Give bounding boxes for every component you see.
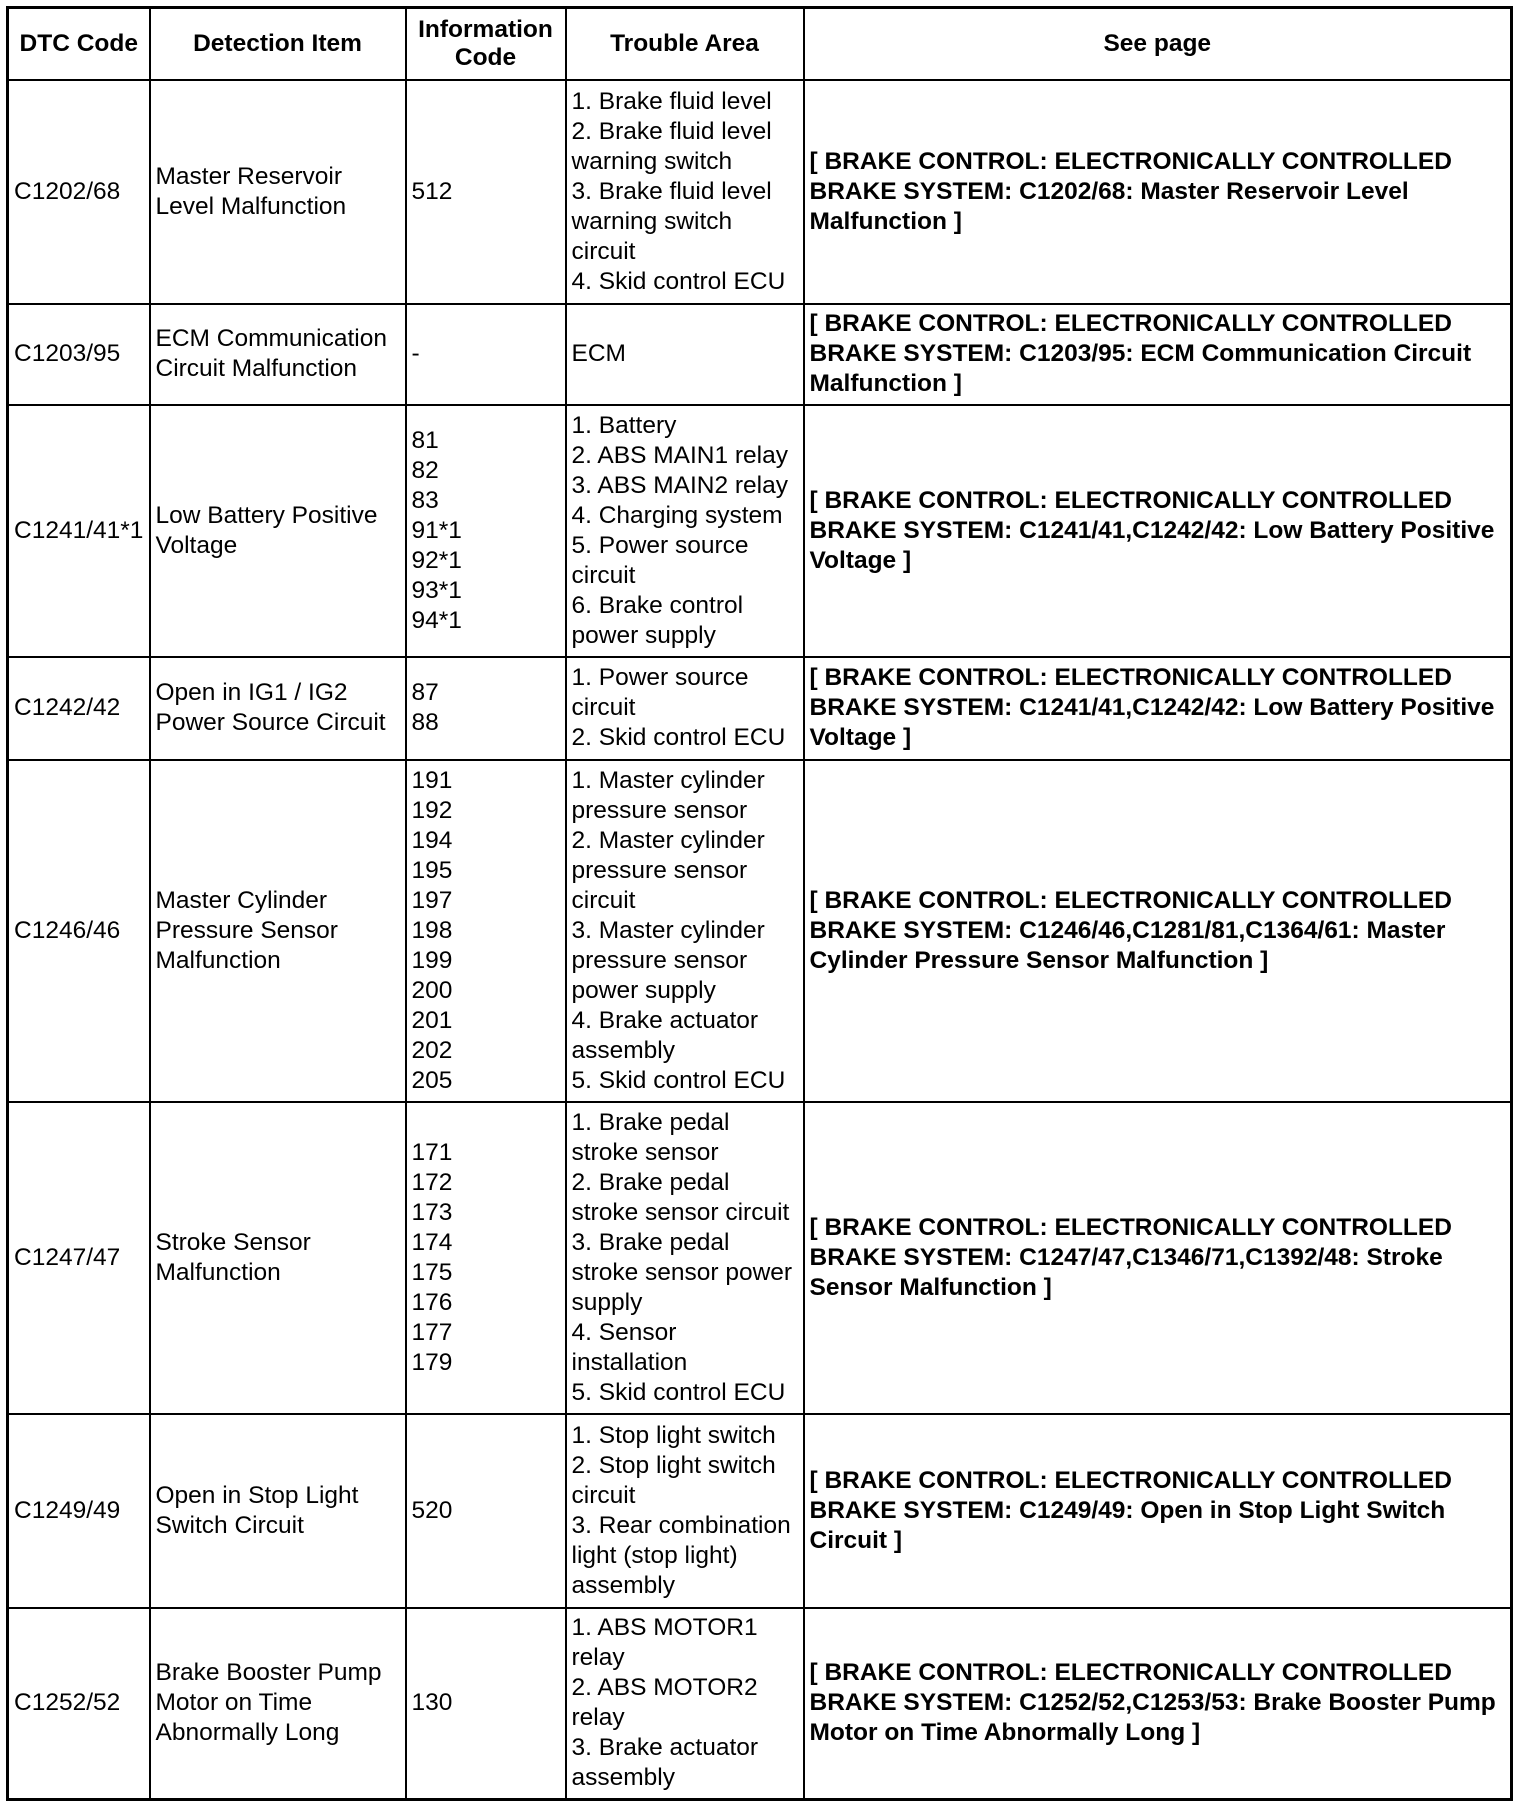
trouble-area-line: pressure sensor: [571, 856, 748, 884]
see-page-cell: [804, 405, 1512, 657]
table-row: [8, 657, 1512, 760]
info-code-line: 171: [411, 1138, 453, 1166]
detection-item-line: Power Source Circuit: [155, 709, 386, 736]
see-page-cell: [804, 1414, 1512, 1608]
trouble-area-line: warning switch: [571, 147, 733, 175]
trouble-area-line: 3. Master cylinder: [571, 916, 765, 944]
info-code-line: 205: [411, 1066, 453, 1094]
dtc-table: [6, 6, 1513, 1801]
info-code-line: 88: [411, 709, 439, 736]
trouble-area-cell: [566, 1102, 804, 1414]
trouble-area-line: 1. ABS MOTOR1: [571, 1614, 758, 1642]
dtc-code: C1247/47: [14, 1243, 121, 1271]
info-code-cell: [406, 1102, 566, 1414]
trouble-area-line: 1. Brake fluid level: [571, 87, 772, 115]
table-row: [8, 1414, 1512, 1608]
trouble-area-line: 2. Brake pedal: [571, 1168, 730, 1196]
see-page-cell: [804, 657, 1512, 760]
trouble-area-line: ECM: [571, 340, 626, 367]
table-row: [8, 1608, 1512, 1800]
header-dtc-code: DTC Code: [8, 8, 150, 80]
table-row: [8, 1102, 1512, 1414]
trouble-area-line: 2. Skid control ECU: [571, 724, 786, 751]
dtc-code: C1249/49: [14, 1496, 121, 1524]
header-see-page: See page: [804, 8, 1512, 80]
info-code-line: 201: [411, 1006, 453, 1034]
trouble-area-line: assembly: [571, 1571, 675, 1599]
detection-item-line: Abnormally Long: [155, 1719, 340, 1747]
info-code-line: 176: [411, 1288, 453, 1316]
trouble-area-line: 4. Charging system: [571, 501, 783, 529]
info-code-line: 198: [411, 916, 453, 944]
trouble-area-line: 1. Master cylinder: [571, 766, 765, 794]
detection-item-cell: [150, 1608, 406, 1800]
detection-item-cell: [150, 304, 406, 405]
trouble-area-line: warning switch: [571, 207, 733, 235]
trouble-area-cell: [566, 760, 804, 1102]
info-code-cell: [406, 657, 566, 760]
info-code-line: 94*1: [411, 606, 462, 634]
info-code-line: 195: [411, 856, 453, 884]
see-page-cell: [804, 760, 1512, 1102]
trouble-area-line: power supply: [571, 621, 716, 649]
detection-item-cell: [150, 1102, 406, 1414]
dtc-code: C1252/52: [14, 1689, 121, 1717]
dtc-code-cell: [8, 760, 150, 1102]
trouble-area-line: 3. Brake actuator: [571, 1734, 759, 1762]
trouble-area-line: 3. Rear combination: [571, 1511, 791, 1539]
info-code-line: 93*1: [411, 576, 462, 604]
info-code-line: 175: [411, 1258, 453, 1286]
trouble-area-line: 5. Skid control ECU: [571, 1378, 786, 1406]
see-page-link-text: [ BRAKE CONTROL: ELECTRONICALLY CONTROLLED BRAKE SYSTEM: C1249/49: Open in Stop Light Switch Circuit ]: [809, 1466, 1452, 1554]
see-page-cell: [804, 1102, 1512, 1414]
info-code-cell: [406, 760, 566, 1102]
detection-item-line: Master Cylinder: [155, 886, 328, 914]
table-row: [8, 405, 1512, 657]
trouble-area-line: installation: [571, 1348, 688, 1376]
info-code-line: 130: [411, 1689, 453, 1717]
see-page-link-text: [ BRAKE CONTROL: ELECTRONICALLY CONTROLLED BRAKE SYSTEM: C1247/47,C1346/71,C1392/48: Stroke Sensor Malfunction ]: [809, 1213, 1452, 1301]
see-page-link-text: [ BRAKE CONTROL: ELECTRONICALLY CONTROLLED BRAKE SYSTEM: C1252/52,C1253/53: Brake Booster Pump Motor on Time Abnormally Long ]: [809, 1659, 1496, 1747]
detection-item-line: Open in IG1 / IG2: [155, 679, 348, 706]
trouble-area-cell: [566, 80, 804, 304]
detection-item-cell: [150, 760, 406, 1102]
info-code-line: 173: [411, 1198, 453, 1226]
trouble-area-line: 5. Skid control ECU: [571, 1066, 786, 1094]
see-page-link-text: [ BRAKE CONTROL: ELECTRONICALLY CONTROLLED BRAKE SYSTEM: C1241/41,C1242/42: Low Battery Positive Voltage ]: [809, 486, 1495, 574]
dtc-code-cell: [8, 1608, 150, 1800]
detection-item-cell: [150, 80, 406, 304]
trouble-area-line: 4. Sensor: [571, 1318, 677, 1346]
see-page-link-text: [ BRAKE CONTROL: ELECTRONICALLY CONTROLLED BRAKE SYSTEM: C1241/41,C1242/42: Low Battery Positive Voltage ]: [809, 664, 1495, 751]
see-page-cell: [804, 1608, 1512, 1800]
info-code-cell: [406, 1414, 566, 1608]
trouble-area-line: light (stop light): [571, 1541, 738, 1569]
trouble-area-line: 1. Brake pedal: [571, 1108, 730, 1136]
info-code-line: 92*1: [411, 546, 462, 574]
trouble-area-line: pressure sensor: [571, 946, 748, 974]
trouble-area-line: circuit: [571, 694, 636, 721]
trouble-area-line: stroke sensor power: [571, 1258, 793, 1286]
info-code-cell: [406, 405, 566, 657]
trouble-area-line: circuit: [571, 237, 636, 265]
table-row: [8, 760, 1512, 1102]
info-code-line: 512: [411, 177, 453, 205]
trouble-area-line: 3. ABS MAIN2 relay: [571, 471, 789, 499]
trouble-area-line: 2. Master cylinder: [571, 826, 765, 854]
trouble-area-line: 3. Brake fluid level: [571, 177, 772, 205]
see-page-link-text: [ BRAKE CONTROL: ELECTRONICALLY CONTROLLED BRAKE SYSTEM: C1246/46,C1281/81,C1364/61: Master Cylinder Pressure Sensor Malfunction ]: [809, 886, 1452, 974]
detection-item-line: Stroke Sensor: [155, 1228, 311, 1256]
detection-item-line: Malfunction: [155, 946, 281, 974]
info-code-line: 202: [411, 1036, 453, 1064]
dtc-code-cell: [8, 304, 150, 405]
table-row: [8, 304, 1512, 405]
trouble-area-line: 4. Skid control ECU: [571, 267, 786, 295]
dtc-code: C1203/95: [14, 340, 121, 367]
trouble-area-line: 2. ABS MOTOR2: [571, 1674, 758, 1702]
trouble-area-line: 6. Brake control: [571, 591, 744, 619]
header-detection-item: Detection Item: [150, 8, 406, 80]
info-code-line: 192: [411, 796, 453, 824]
trouble-area-cell: [566, 304, 804, 405]
dtc-code-cell: [8, 80, 150, 304]
detection-item-line: Brake Booster Pump: [155, 1659, 382, 1687]
info-code-line: 174: [411, 1228, 453, 1256]
dtc-code: C1246/46: [14, 916, 121, 944]
see-page-cell: [804, 80, 1512, 304]
trouble-area-line: assembly: [571, 1036, 675, 1064]
trouble-area-line: circuit: [571, 1481, 636, 1509]
info-code-line: 82: [411, 456, 439, 484]
header-trouble-area: Trouble Area: [566, 8, 804, 80]
dtc-code: C1202/68: [14, 177, 121, 205]
detection-item-line: Motor on Time: [155, 1689, 313, 1717]
detection-item-line: Master Reservoir: [155, 162, 343, 190]
trouble-area-line: 5. Power source: [571, 531, 749, 559]
dtc-code: C1242/42: [14, 694, 121, 721]
dtc-code-cell: [8, 405, 150, 657]
trouble-area-line: supply: [571, 1288, 643, 1316]
info-code-line: 200: [411, 976, 453, 1004]
trouble-area-cell: [566, 1414, 804, 1608]
info-code-line: 199: [411, 946, 453, 974]
info-code-line: 179: [411, 1348, 453, 1376]
detection-item-line: Malfunction: [155, 1258, 281, 1286]
info-code-line: 91*1: [411, 516, 462, 544]
trouble-area-line: circuit: [571, 561, 636, 589]
info-code-cell: [406, 80, 566, 304]
info-code-line: 194: [411, 826, 453, 854]
trouble-area-line: power supply: [571, 976, 716, 1004]
trouble-area-line: 1. Battery: [571, 411, 677, 439]
dtc-code-cell: [8, 1414, 150, 1608]
info-code-line: 87: [411, 679, 439, 706]
header-information-code: Information Code: [406, 8, 566, 80]
info-code-cell: [406, 1608, 566, 1800]
detection-item-line: ECM Communication: [155, 325, 387, 352]
info-code-line: 81: [411, 426, 439, 454]
trouble-area-cell: [566, 657, 804, 760]
info-code-line: 197: [411, 886, 453, 914]
see-page-link-text: [ BRAKE CONTROL: ELECTRONICALLY CONTROLLED BRAKE SYSTEM: C1203/95: ECM Communication Circuit Malfunction ]: [809, 310, 1472, 397]
dtc-code-cell: [8, 657, 150, 760]
detection-item-line: Level Malfunction: [155, 192, 347, 220]
detection-item-cell: [150, 1414, 406, 1608]
info-code-line: -: [411, 340, 420, 367]
info-code-line: 172: [411, 1168, 453, 1196]
table-row: [8, 80, 1512, 304]
detection-item-line: Low Battery Positive: [155, 501, 378, 529]
header-row: [8, 8, 1512, 80]
detection-item-line: Voltage: [155, 531, 238, 559]
trouble-area-line: 4. Brake actuator: [571, 1006, 759, 1034]
trouble-area-line: 2. Brake fluid level: [571, 117, 772, 145]
see-page-link-text: [ BRAKE CONTROL: ELECTRONICALLY CONTROLLED BRAKE SYSTEM: C1202/68: Master Reservoir Level Malfunction ]: [809, 147, 1452, 235]
trouble-area-line: 1. Stop light switch: [571, 1421, 776, 1449]
info-code-line: 191: [411, 766, 453, 794]
info-code-line: 520: [411, 1496, 453, 1524]
trouble-area-cell: [566, 405, 804, 657]
trouble-area-cell: [566, 1608, 804, 1800]
trouble-area-line: circuit: [571, 886, 636, 914]
trouble-area-line: 3. Brake pedal: [571, 1228, 730, 1256]
detection-item-line: Circuit Malfunction: [155, 355, 358, 382]
trouble-area-line: relay: [571, 1704, 625, 1732]
trouble-area-line: stroke sensor: [571, 1138, 719, 1166]
dtc-code: C1241/41*1: [14, 516, 144, 544]
trouble-area-line: relay: [571, 1644, 625, 1672]
info-code-cell: [406, 304, 566, 405]
detection-item-cell: [150, 405, 406, 657]
dtc-code-cell: [8, 1102, 150, 1414]
detection-item-line: Open in Stop Light: [155, 1481, 359, 1509]
trouble-area-line: 2. Stop light switch: [571, 1451, 776, 1479]
trouble-area-line: stroke sensor circuit: [571, 1198, 790, 1226]
info-code-line: 177: [411, 1318, 453, 1346]
trouble-area-line: 2. ABS MAIN1 relay: [571, 441, 789, 469]
see-page-cell: [804, 304, 1512, 405]
info-code-line: 83: [411, 486, 439, 514]
trouble-area-line: assembly: [571, 1764, 675, 1792]
trouble-area-line: pressure sensor: [571, 796, 748, 824]
trouble-area-line: 1. Power source: [571, 664, 749, 691]
detection-item-line: Switch Circuit: [155, 1511, 304, 1539]
detection-item-line: Pressure Sensor: [155, 916, 338, 944]
detection-item-cell: [150, 657, 406, 760]
